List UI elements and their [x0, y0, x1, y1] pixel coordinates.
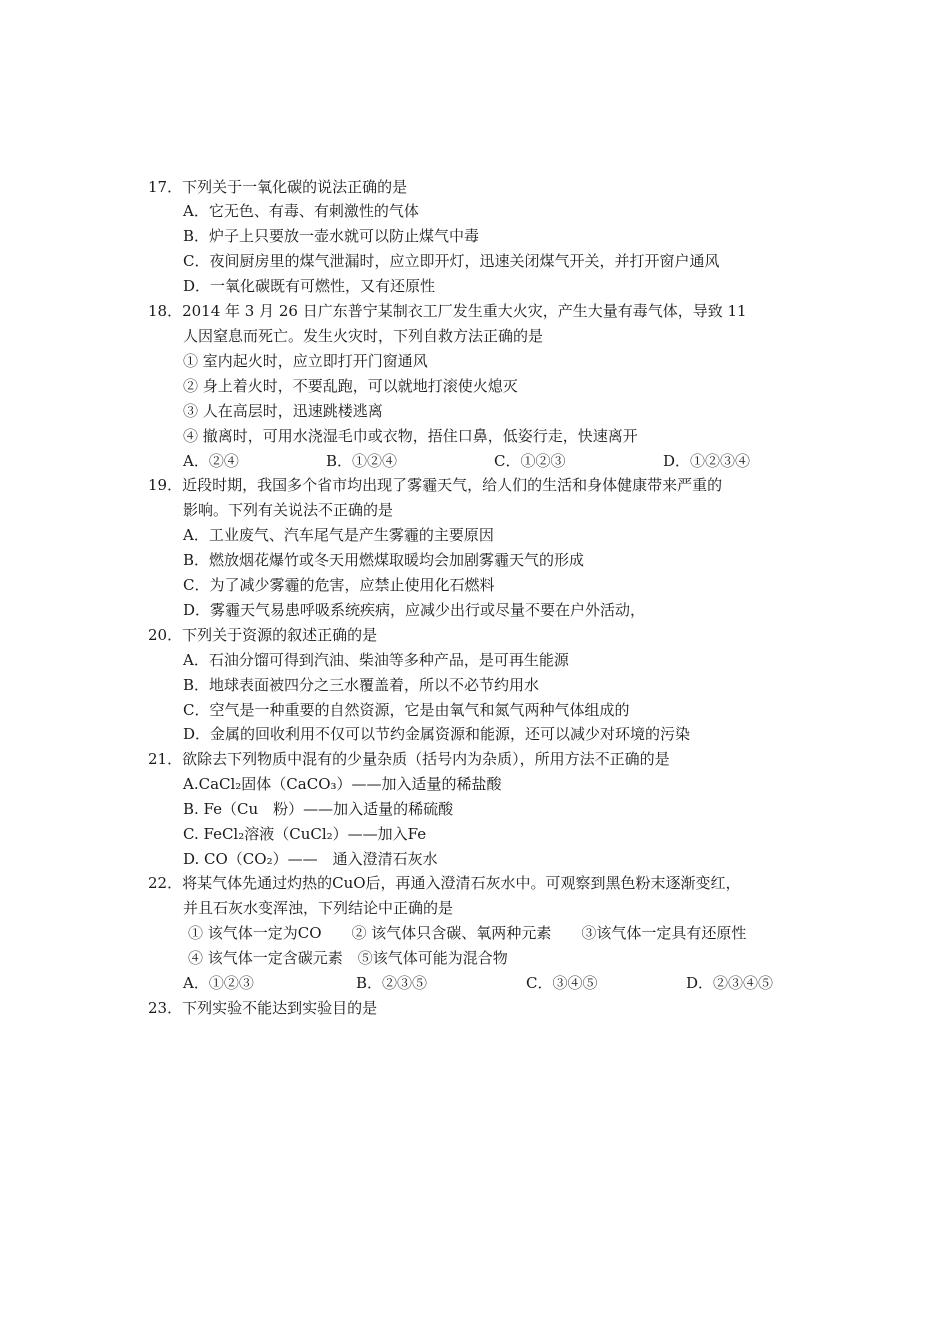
question-number: 21． [148, 750, 183, 768]
question-18-stem [148, 301, 747, 321]
choice-b: B．②③⑤ [356, 974, 428, 992]
stem-line: 欲除去下列物质中混有的少量杂质（括号内为杂质），所用方法不正确的是 [182, 750, 670, 768]
choice-a: A．②④ [183, 452, 239, 470]
stem-line-2: 人因窒息而死亡。发生火灾时，下列自救方法正确的是 [183, 327, 544, 345]
question-number: 20． [148, 626, 183, 644]
option-b: B．地球表面被四分之三水覆盖着，所以不必节约用水 [183, 676, 540, 694]
option-c: C．空气是一种重要的自然资源，它是由氧气和氮气两种气体组成的 [183, 701, 630, 719]
option-a: A.CaCl₂固体（CaCO₃）——加入适量的稀盐酸 [183, 775, 502, 793]
option-a: A．工业废气、汽车尾气是产生雾霾的主要原因 [183, 526, 494, 544]
question-17-stem [148, 177, 407, 197]
question-number: 18． [148, 302, 183, 320]
option-c: C. FeCl₂溶液（CuCl₂）——加入Fe [183, 825, 427, 843]
option-b: B. Fe（Cu 粉）——加入适量的稀硫酸 [183, 800, 454, 818]
choice-c: C．①②③ [494, 452, 566, 470]
question-19-stem [148, 475, 722, 495]
stem-line: 2014 年 3 月 26 日广东普宁某制衣工厂发生重大火灾，产生大量有毒气体，导致 11 [182, 302, 747, 320]
question-number: 17． [148, 178, 183, 196]
question-21-stem [148, 749, 670, 769]
question-number: 23． [148, 999, 183, 1017]
stem-line: 将某气体先通过灼热的CuO后，再通入澄清石灰水中。可观察到黑色粉末逐渐变红， [182, 874, 741, 892]
statement-4: ④ 撤离时，可用水浇湿毛巾或衣物，捂住口鼻，低姿行走，快速离开 [183, 427, 638, 445]
question-22-stem [148, 873, 741, 893]
stem-line-2: 并且石灰水变浑浊，下列结论中正确的是 [183, 899, 454, 917]
question-23-stem [148, 998, 377, 1018]
stem-line-2: 影响。下列有关说法不正确的是 [183, 501, 394, 519]
choice-d: D．①②③④ [663, 452, 751, 470]
statement-row-1: ① 该气体一定为CO ② 该气体只含碳、氧两种元素 ③该气体一定具有还原性 [188, 924, 747, 942]
option-b: B．燃放烟花爆竹或冬天用燃煤取暖均会加剧雾霾天气的形成 [183, 551, 585, 569]
choice-b: B．①②④ [326, 452, 398, 470]
statement-row-2: ④ 该气体一定含碳元素 ⑤该气体可能为混合物 [188, 949, 508, 967]
choice-c: C．③④⑤ [526, 974, 598, 992]
option-c: C．夜间厨房里的煤气泄漏时，应立即开灯，迅速关闭煤气开关，并打开窗户通风 [183, 252, 720, 270]
statement-3: ③ 人在高层时，迅速跳楼逃离 [183, 402, 383, 420]
question-20-stem [148, 625, 377, 645]
stem-line: 下列关于一氧化碳的说法正确的是 [182, 178, 408, 196]
option-a: A．石油分馏可得到汽油、柴油等多种产品，是可再生能源 [183, 651, 569, 669]
stem-line: 近段时期，我国多个省市均出现了雾霾天气，给人们的生活和身体健康带来严重的 [182, 476, 723, 494]
choice-d: D．②③④⑤ [686, 974, 774, 992]
option-c: C．为了减少雾霾的危害，应禁止使用化石燃料 [183, 576, 495, 594]
stem-line: 下列关于资源的叙述正确的是 [182, 626, 378, 644]
question-number: 22． [148, 874, 183, 892]
statement-2: ② 身上着火时，不要乱跑，可以就地打滚使火熄灭 [183, 377, 518, 395]
option-d: D．一氧化碳既有可燃性，又有还原性 [183, 277, 436, 295]
stem-line: 下列实验不能达到实验目的是 [182, 999, 378, 1017]
option-a: A．它无色、有毒、有刺激性的气体 [183, 202, 419, 220]
question-number: 19． [148, 476, 183, 494]
option-d: D．金属的回收利用不仅可以节约金属资源和能源，还可以减少对环境的污染 [183, 725, 691, 743]
option-b: B．炉子上只要放一壶水就可以防止煤气中毒 [183, 227, 480, 245]
choice-a: A．①②③ [183, 974, 254, 992]
statement-1: ① 室内起火时，应立即打开门窗通风 [183, 352, 428, 370]
option-d: D. CO（CO₂）—— 通入澄清石灰水 [183, 850, 438, 868]
option-d: D．雾霾天气易患呼吸系统疾病，应减少出行或尽量不要在户外活动， [183, 601, 646, 619]
